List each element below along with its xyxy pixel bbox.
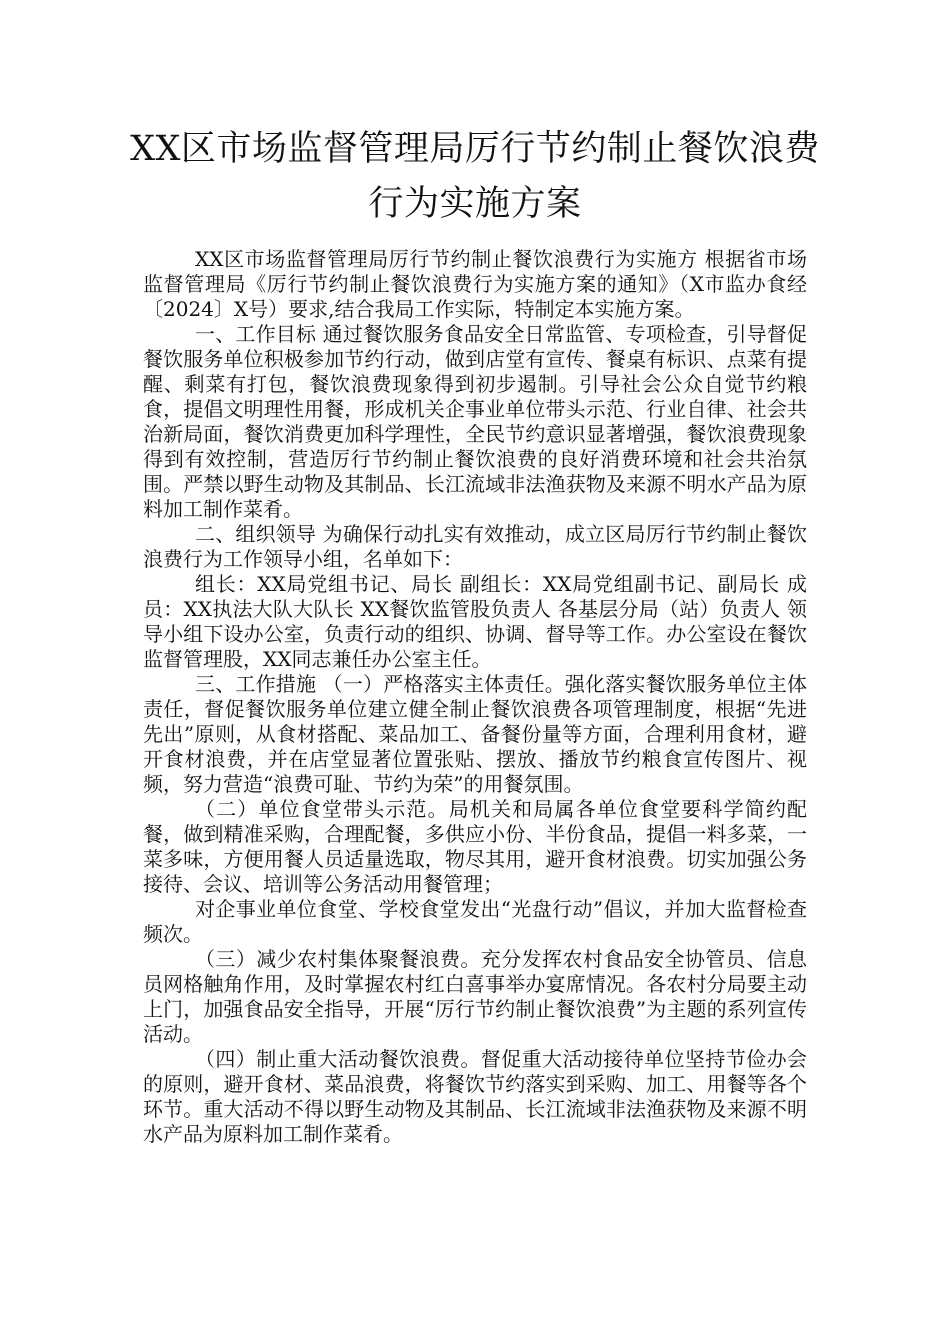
paragraph-leadership-list: 组长：XX局党组书记、局长 副组长：XX局党组副书记、副局长 成员：XX执法大队大队长 XX餐饮监管股负责人 各基层分局（站）负责人 领导小组下设办公室，负责行动的组织、协调、督导等工作。办公室设在餐饮监督管理股，XX同志兼任办公室主任。 (143, 572, 807, 671)
paragraph-organization: 二、组织领导 为确保行动扎实有效推动，成立区局厉行节约制止餐饮浪费行为工作领导小组，名单如下： (143, 522, 807, 571)
paragraph-intro: XX区市场监督管理局厉行节约制止餐饮浪费行为实施方 根据省市场监督管理局《厉行节约制止餐饮浪费行为实施方案的通知》（X市监办食经〔2024〕X号）要求,结合我局工作实际，特制定本实施方案。 (143, 247, 807, 321)
paragraph-measures-3: （三）减少农村集体聚餐浪费。充分发挥农村食品安全协管员、信息员网格触角作用，及时掌握农村红白喜事举办宴席情况。各农村分局要主动上门，加强食品安全指导，开展“厉行节约制止餐饮浪费”为主题的系列宣传活动。 (143, 947, 807, 1046)
paragraph-work-goals: 一、工作目标 通过餐饮服务食品安全日常监管、专项检查，引导督促餐饮服务单位积极参加节约行动，做到店堂有宣传、餐桌有标识、点菜有提醒、剩菜有打包，餐饮浪费现象得到初步遏制。引导社会公众自觉节约粮食，提倡文明理性用餐，形成机关企事业单位带头示范、行业自律、社会共治新局面，餐饮消费更加科学理性，全民节约意识显著增强，餐饮浪费现象得到有效控制，营造厉行节约制止餐饮浪费的良好消费环境和社会共治氛围。严禁以野生动物及其制品、长江流域非法渔获物及来源不明水产品为原料加工制作菜肴。 (143, 322, 807, 521)
document-body (143, 247, 807, 1147)
paragraph-clean-plate: 对企事业单位食堂、学校食堂发出“光盘行动”倡议，并加大监督检查频次。 (143, 897, 807, 946)
paragraph-measures-2: （二）单位食堂带头示范。局机关和局属各单位食堂要科学简约配餐，做到精准采购，合理配餐，多供应小份、半份食品，提倡一料多菜，一菜多味，方便用餐人员适量选取，物尽其用，避开食材浪费。切实加强公务接待、会议、培训等公务活动用餐管理； (143, 797, 807, 896)
document-title: XX区市场监督管理局厉行节约制止餐饮浪费行为实施方案 (130, 129, 820, 224)
paragraph-measures-4: （四）制止重大活动餐饮浪费。督促重大活动接待单位坚持节俭办会的原则，避开食材、菜品浪费，将餐饮节约落实到采购、加工、用餐等各个环节。重大活动不得以野生动物及其制品、长江流域非法渔获物及来源不明水产品为原料加工制作菜肴。 (143, 1047, 807, 1146)
paragraph-measures-1: 三、工作措施 （一）严格落实主体责任。强化落实餐饮服务单位主体责任，督促餐饮服务单位建立健全制止餐饮浪费各项管理制度，根据“先进先出”原则，从食材搭配、菜品加工、备餐份量等方面，合理利用食材，避开食材浪费，并在店堂显著位置张贴、摆放、播放节约粮食宣传图片、视频，努力营造“浪费可耻、节约为荣”的用餐氛围。 (143, 672, 807, 796)
